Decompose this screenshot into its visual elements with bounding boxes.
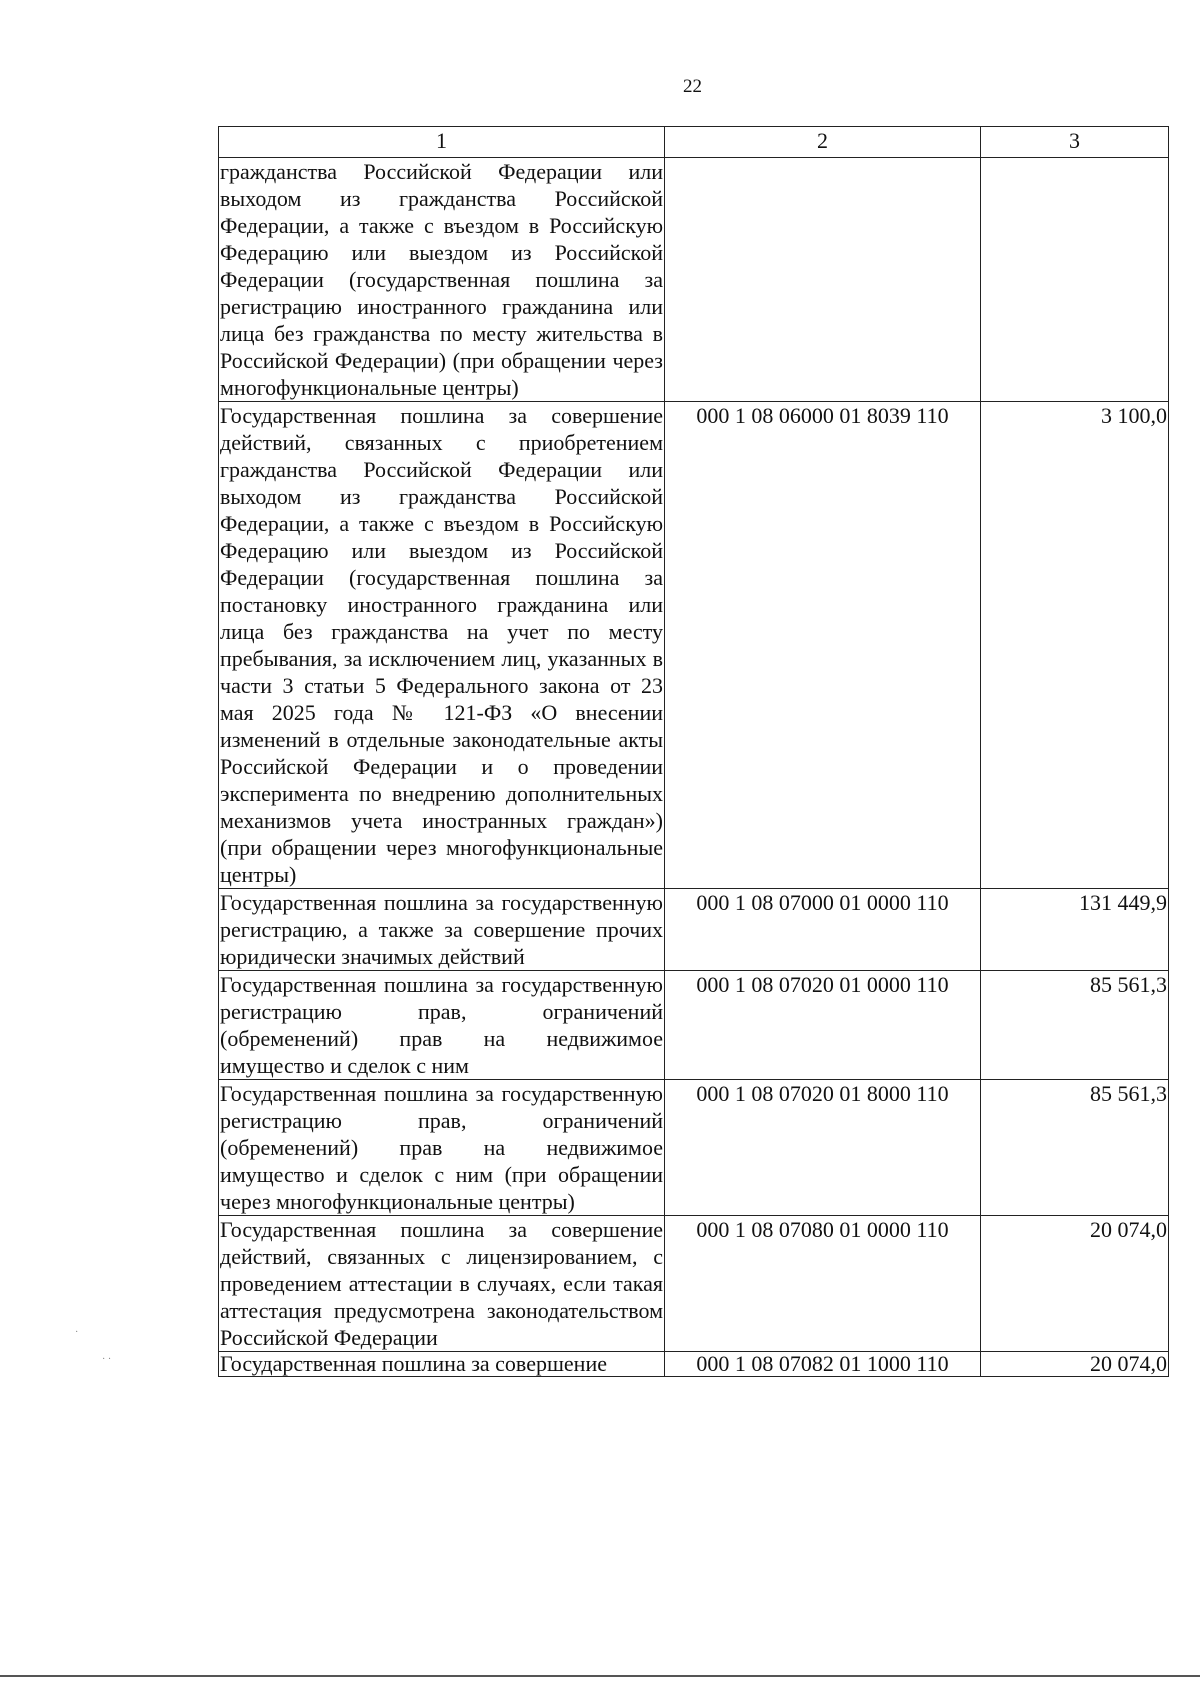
table-row <box>219 971 1169 1080</box>
row-description: Государственная пошлина за совершение действий, связанных с приобретением гражданства Российской Федерации или выходом из гражданства Российской Федерации, а также с въездом в Российскую Федерацию или выездом из Российской Федерации (государственная пошлина за постановку иностранного гражданина или лица без гражданства на учет по месту пребывания, за исключением лиц, указанных в части 3 статьи 5 Федерального закона от 23 мая 2025 года № 121-ФЗ «О внесении изменений в отдельные законодательные акты Российской Федерации и о проведении эксперимента по внедрению дополнительных механизмов учета иностранных граждан») (при обращении через многофункциональные центры) <box>220 403 663 887</box>
row-description: Государственная пошлина за государственную регистрацию прав, ограничений (обременений) прав на недвижимое имущество и сделок с ним <box>220 972 663 1078</box>
row-description: Государственная пошлина за совершение <box>219 1352 665 1377</box>
row-amount: 85 561,3 <box>981 1080 1169 1216</box>
row-description: Государственная пошлина за государственную регистрацию, а также за совершение прочих юридически значимых действий <box>220 890 663 969</box>
column-header-2: 2 <box>665 127 981 158</box>
column-header-3: 3 <box>981 127 1169 158</box>
column-header-1: 1 <box>219 127 665 158</box>
table-row <box>219 1080 1169 1216</box>
row-code: 000 1 08 07080 01 0000 110 <box>665 1216 981 1352</box>
row-description: Государственная пошлина за совершение действий, связанных с лицензированием, с проведением аттестации в случаях, если такая аттестация предусмотрена законодательством Российской Федерации <box>220 1217 663 1350</box>
row-description: гражданства Российской Федерации или выходом из гражданства Российской Федерации, а также с въездом в Российскую Федерацию или выездом из Российской Федерации (государственная пошлина за регистрацию иностранного гражданина или лица без гражданства по месту жительства в Российской Федерации) (при обращении через многофункциональные центры) <box>220 159 663 400</box>
row-amount: 20 074,0 <box>981 1352 1169 1377</box>
row-code <box>665 158 981 402</box>
row-amount <box>981 158 1169 402</box>
table-row <box>219 402 1169 889</box>
table-row <box>219 158 1169 402</box>
scan-speck: · · <box>102 1354 112 1365</box>
row-code: 000 1 08 07000 01 0000 110 <box>665 889 981 971</box>
table-header-row <box>219 127 1169 158</box>
row-code: 000 1 08 07082 01 1000 110 <box>665 1352 981 1377</box>
row-amount: 131 449,9 <box>981 889 1169 971</box>
table-row <box>219 1216 1169 1352</box>
row-description: Государственная пошлина за государственную регистрацию прав, ограничений (обременений) прав на недвижимое имущество и сделок с ним (при обращении через многофункциональные центры) <box>220 1081 663 1214</box>
row-amount: 20 074,0 <box>981 1216 1169 1352</box>
row-amount: 3 100,0 <box>981 402 1169 889</box>
budget-table <box>218 126 1169 1377</box>
table-row <box>219 889 1169 971</box>
table-row <box>219 1352 1169 1377</box>
page-bottom-rule <box>0 1675 1200 1677</box>
row-amount: 85 561,3 <box>981 971 1169 1080</box>
row-code: 000 1 08 07020 01 0000 110 <box>665 971 981 1080</box>
scan-speck: · <box>75 1327 79 1338</box>
page-number: 22 <box>683 76 702 97</box>
row-code: 000 1 08 07020 01 8000 110 <box>665 1080 981 1216</box>
row-code: 000 1 08 06000 01 8039 110 <box>665 402 981 889</box>
